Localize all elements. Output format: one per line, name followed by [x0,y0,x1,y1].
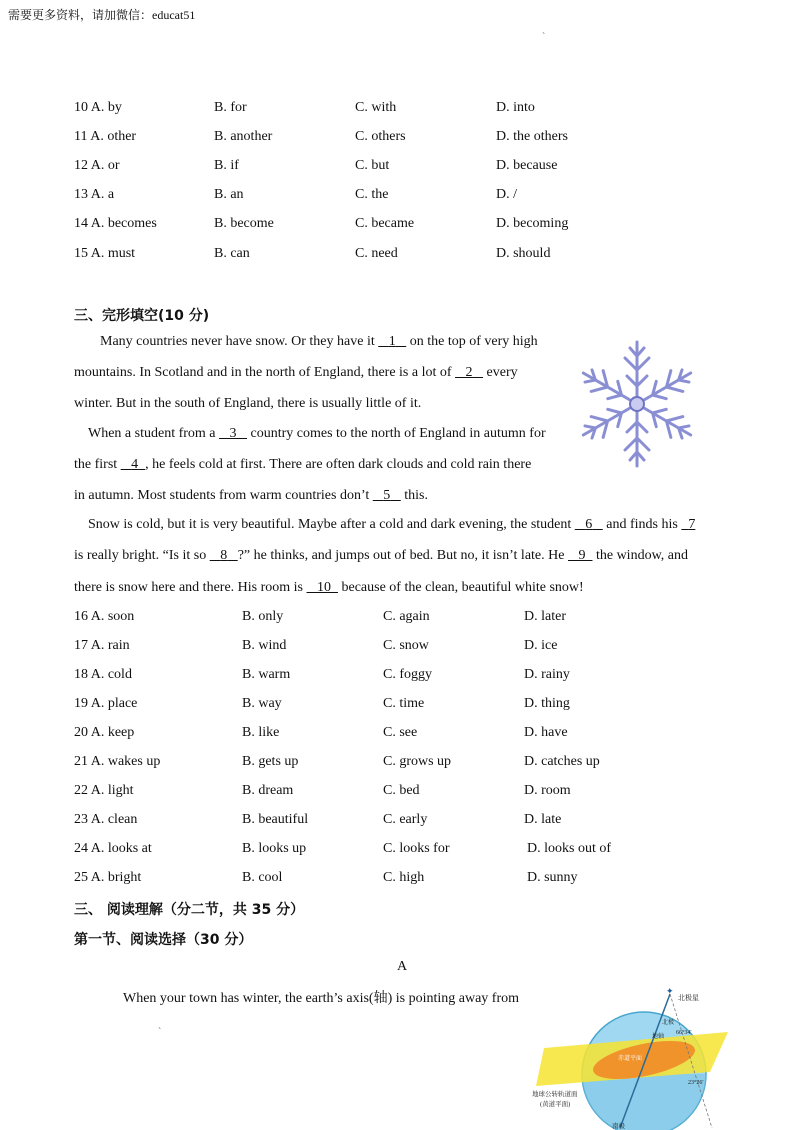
option-d: D. becoming [496,216,569,231]
passage-title: A [397,959,408,974]
section-heading-reading: 三、 阅读理解（分二节，共 35 分） [74,902,305,918]
passage-line: is really bright. “Is it so 8 ?” he thinks, and jumps out of bed. But no, it isn’t late. He 9 the window, and [74,548,688,563]
passage-line: the first 4 , he feels cold at first. There are often dark clouds and cold rain there [74,457,532,472]
page-header: 需要更多资料，请加微信：educat51 [8,8,196,22]
passage-line: winter. But in the south of England, there is usually little of it. [74,396,422,411]
option-d: D. late [524,812,562,827]
svg-text:✦: ✦ [666,988,674,996]
blank-6: 6 [585,517,593,532]
option-a: 23 A. clean [74,812,138,827]
option-c: C. grows up [383,754,452,769]
passage-line: When a student from a 3 country comes to the north of England in autumn for [88,426,546,441]
blank-8: 8 [220,548,228,563]
option-a: 12 A. or [74,158,120,173]
passage-line: there is snow here and there. His room is 10 because of the clean, beautiful white snow! [74,580,584,595]
option-c: C. bed [383,783,420,798]
diagram-label: 南极 [612,1123,625,1130]
option-d: D. catches up [524,754,600,769]
option-b: B. become [214,216,274,231]
diagram-label: 赤道平面 [618,1056,643,1062]
diagram-label: 66°34' [676,1030,692,1036]
option-a: 17 A. rain [74,638,130,653]
option-row [0,158,800,180]
option-d: D. have [524,725,568,740]
option-b: B. only [242,609,284,624]
blank-10: 10 [317,580,331,595]
option-d: D. thing [524,696,570,711]
option-b: B. if [214,158,239,173]
option-d: D. looks out of [527,841,611,856]
option-row [0,216,800,238]
diagram-label: 北极星 [678,994,699,1002]
option-b: B. for [214,100,247,115]
option-a: 19 A. place [74,696,138,711]
option-c: C. time [383,696,425,711]
snowflake-illustration [578,338,696,470]
blank-9: 9 [578,548,586,563]
option-d: D. room [524,783,571,798]
option-c: C. snow [383,638,429,653]
earth-axis-diagram [532,988,732,1130]
option-d: D. the others [496,129,568,144]
option-b: B. can [214,246,250,261]
option-a: 20 A. keep [74,725,135,740]
option-b: B. way [242,696,282,711]
option-row [0,696,800,718]
option-d: D. / [496,187,517,202]
option-d: D. later [524,609,566,624]
option-c: C. but [355,158,390,173]
passage-line: Many countries never have snow. Or they have it 1 on the top of very high [100,334,538,349]
option-row [0,638,800,660]
diagram-label: 23°26' [688,1080,704,1086]
option-b: B. beautiful [242,812,309,827]
blank-3: 3 [229,426,237,441]
option-b: B. wind [242,638,287,653]
option-c: C. others [355,129,406,144]
option-b: B. warm [242,667,291,682]
option-row [0,187,800,209]
stray-mark: ` [158,1027,162,1038]
passage-line: mountains. In Scotland and in the north of England, there is a lot of 2 every [74,365,518,380]
option-d: D. sunny [527,870,578,885]
option-a: 10 A. by [74,100,122,115]
option-a: 22 A. light [74,783,134,798]
subsection-heading: 第一节、阅读选择（30 分） [74,932,253,948]
option-c: C. looks for [383,841,450,856]
option-row [0,609,800,631]
option-row [0,754,800,776]
option-b: B. another [214,129,273,144]
option-c: C. foggy [383,667,432,682]
blank-7: 7 [688,517,696,532]
option-b: B. gets up [242,754,299,769]
option-a: 16 A. soon [74,609,135,624]
option-c: C. early [383,812,428,827]
passage-line: in autumn. Most students from warm countries don’t 5 this. [74,488,428,503]
passage-line: Snow is cold, but it is very beautiful. Maybe after a cold and dark evening, the student 6 and finds his 7 [88,517,696,532]
blank-4: 4 [131,457,139,472]
option-b: B. an [214,187,244,202]
option-a: 24 A. looks at [74,841,152,856]
option-row [0,841,800,863]
option-row [0,812,800,834]
option-a: 11 A. other [74,129,137,144]
option-a: 18 A. cold [74,667,132,682]
option-row [0,667,800,689]
stray-mark: ` [542,32,546,43]
option-c: C. need [355,246,398,261]
option-row [0,100,800,122]
option-row [0,725,800,747]
option-a: 21 A. wakes up [74,754,161,769]
option-d: D. because [496,158,558,173]
option-c: C. the [355,187,389,202]
option-c: C. with [355,100,397,115]
option-a: 14 A. becomes [74,216,157,231]
option-row [0,129,800,151]
option-a: 25 A. bright [74,870,142,885]
option-c: C. again [383,609,430,624]
option-b: B. looks up [242,841,307,856]
option-row [0,870,800,892]
option-c: C. see [383,725,418,740]
option-row [0,246,800,268]
option-d: D. ice [524,638,558,653]
option-b: B. cool [242,870,283,885]
section-heading-cloze: 三、完形填空(10 分) [74,308,210,324]
option-row [0,783,800,805]
option-a: 13 A. a [74,187,115,202]
option-b: B. dream [242,783,294,798]
option-d: D. into [496,100,535,115]
option-c: C. high [383,870,425,885]
blank-1: 1 [388,334,396,349]
option-c: C. became [355,216,415,231]
reading-line: When your town has winter, the earth’s axis(轴) is pointing away from [123,991,520,1006]
option-d: D. rainy [524,667,570,682]
blank-2: 2 [465,365,473,380]
blank-5: 5 [383,488,391,503]
option-b: B. like [242,725,280,740]
diagram-label: 北极 [662,1020,675,1026]
diagram-label: 地轴 [652,1034,665,1040]
option-a: 15 A. must [74,246,136,261]
diagram-label: (黄道平面) [540,1101,571,1108]
option-d: D. should [496,246,551,261]
diagram-label: 地球公转轨道面 [532,1091,578,1098]
